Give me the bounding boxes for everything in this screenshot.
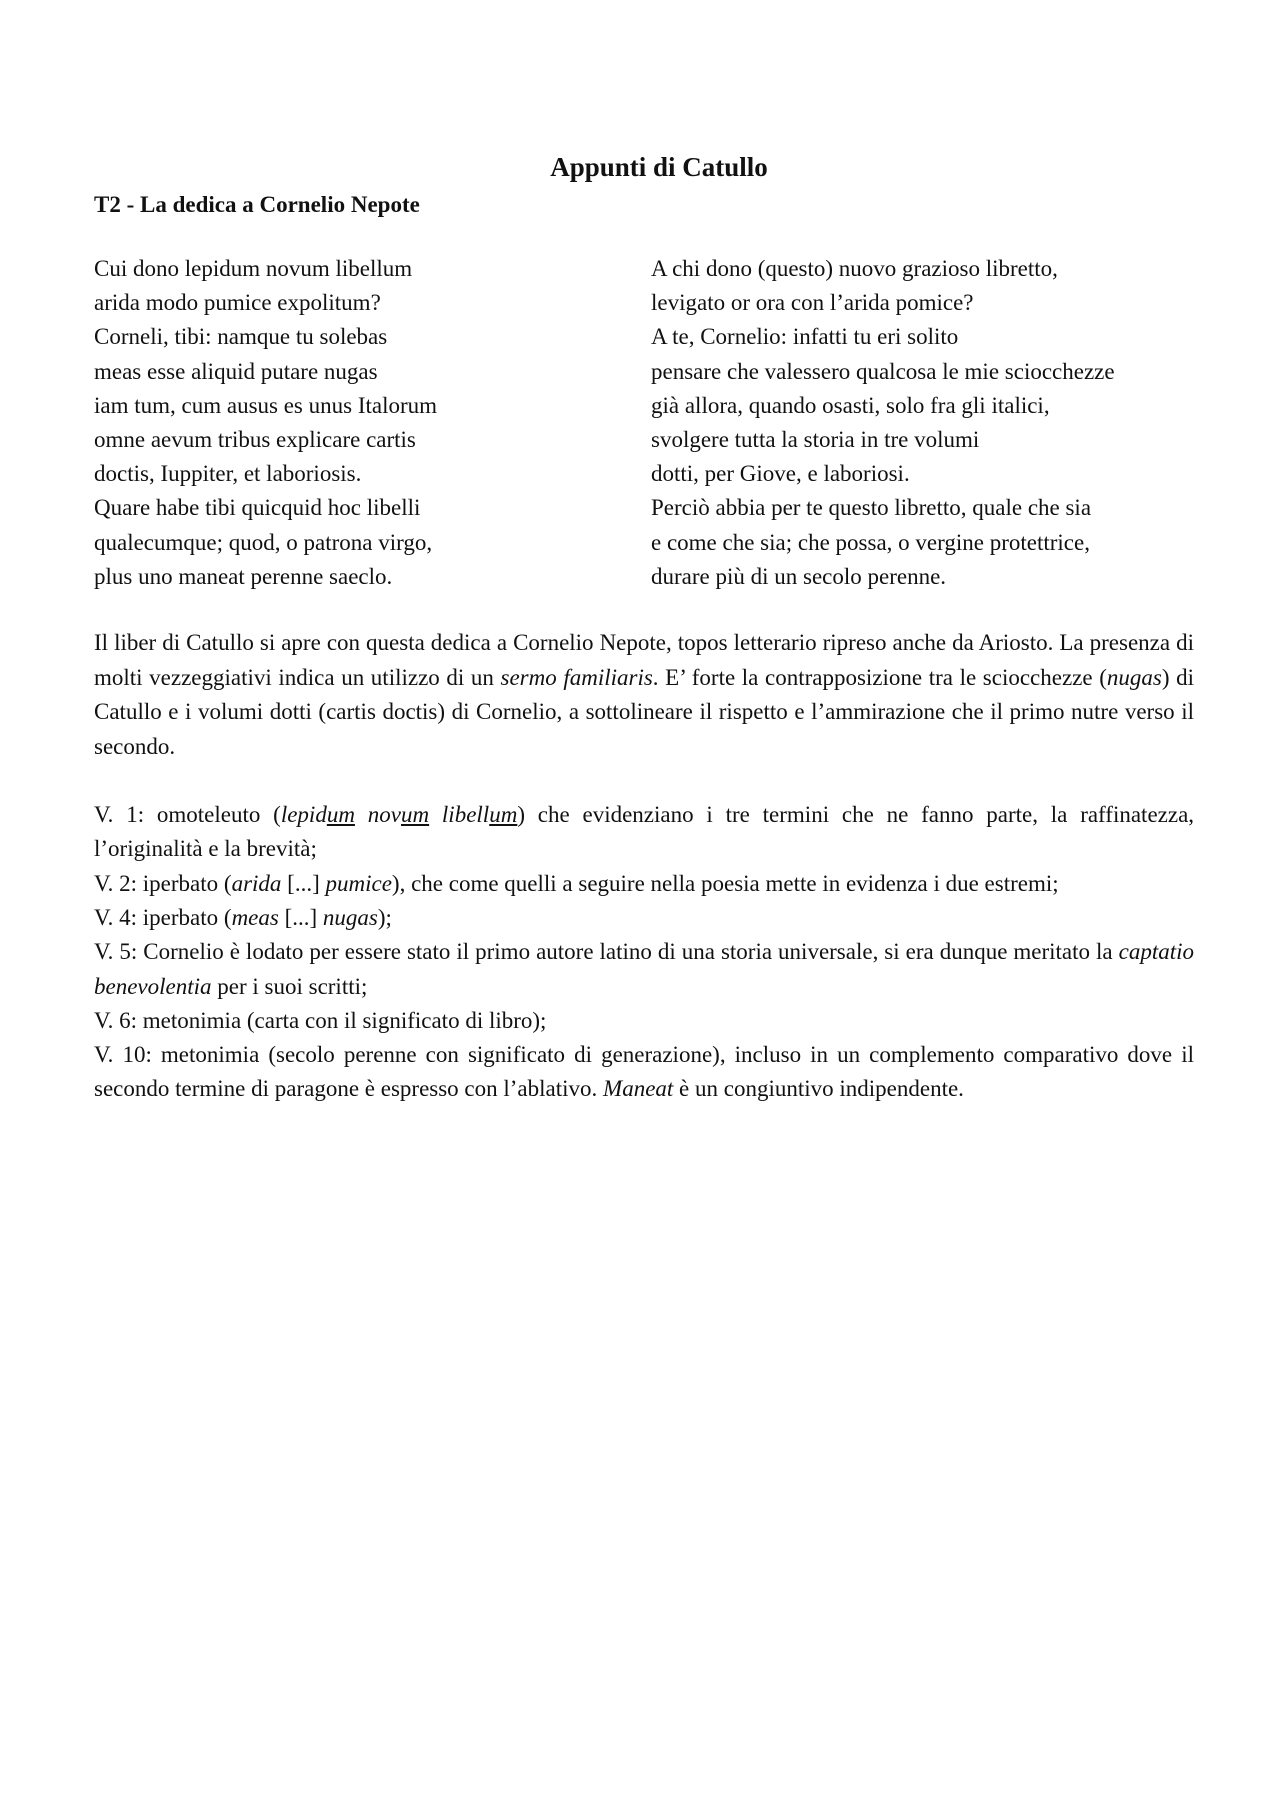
latin-term (368, 802, 429, 827)
note-text: è un congiuntivo indipendente. (673, 1076, 964, 1102)
latin-term: captatio benevolentia (94, 939, 1194, 999)
word-stem: libell (441, 802, 490, 828)
latin-term (442, 802, 517, 827)
word-stem: nov (367, 802, 401, 828)
latin-term: nugas (1106, 664, 1162, 690)
latin-term: pumice (325, 870, 392, 896)
latin-term: sermo familiaris (500, 664, 653, 690)
commentary-text: Il liber di Catullo si apre con questa dedica a Cornelio Nepote, topos letterario ripreso anche da Ariosto. La presenza di molti vezzeggiativi indica un utilizzo di un (94, 630, 1194, 690)
latin-line: Cui dono lepidum novum libellum (94, 256, 413, 281)
note-verse-5 (94, 935, 1194, 1004)
note-text: V. 4: iperbato ( (94, 904, 232, 930)
translation-line: A te, Cornelio: infatti tu eri solito (651, 324, 959, 350)
translation-line: già allora, quando osasti, solo fra gli italici, (651, 392, 1050, 418)
commentary-text: . E’ forte la contrapposizione tra le sciocchezze ( (652, 664, 1107, 690)
note-verse-1 (94, 798, 1194, 867)
latin-term: Maneat (603, 1076, 674, 1102)
note-verse-10 (94, 1038, 1194, 1107)
note-text: V. 10: metonimia (secolo perenne con significato di generazione), incluso in un complemento comparativo dove il secondo termine di paragone è espresso con l’ablativo. (94, 1042, 1194, 1102)
translation-line: levigato or ora con l’arida pomice? (651, 290, 974, 316)
underlined-ending: um (489, 802, 518, 828)
section-title: T2 - La dedica a Cornelio Nepote (94, 192, 420, 217)
latin-term (281, 802, 355, 827)
note-text: per i suoi scritti; (211, 973, 368, 999)
note-text: ), che come quelli a seguire nella poesia mette in evidenza i due estremi; (391, 870, 1059, 896)
note-text: [...] (281, 870, 326, 896)
latin-line: Quare habe tibi quicquid hoc libelli (94, 495, 421, 521)
latin-line: qualecumque; quod, o patrona virgo, (94, 529, 433, 555)
translation-line: dotti, per Giove, e laboriosi. (651, 461, 910, 487)
word-stem: lepid (280, 802, 327, 828)
poem-parallel-text (94, 252, 1194, 594)
latin-line: omne aevum tribus explicare cartis (94, 427, 416, 453)
commentary-paragraph (94, 626, 1194, 764)
note-text: V. 5: Cornelio è lodato per essere stato il primo autore latino di una storia universale, si era dunque meritato la (94, 939, 1119, 965)
translation-line: e come che sia; che possa, o vergine protettrice, (651, 529, 1090, 555)
underlined-ending: um (326, 802, 355, 828)
note-verse-6: V. 6: metonimia (carta con il significato di libro); (94, 1007, 547, 1033)
note-text: [...] (278, 904, 323, 930)
latin-line: iam tum, cum ausus es unus Italorum (94, 392, 438, 418)
latin-term: meas (231, 904, 279, 930)
note-text: V. 1: omoteleuto ( (94, 802, 281, 828)
translation-line: Perciò abbia per te questo libretto, quale che sia (651, 495, 1092, 521)
translation-line: pensare che valessero qualcosa le mie sciocchezze (651, 358, 1115, 384)
translation-line: svolgere tutta la storia in tre volumi (651, 427, 980, 453)
note-verse-4 (94, 901, 1194, 935)
verse-notes (94, 798, 1194, 1107)
italian-translation-column (651, 252, 1191, 594)
note-verse-2 (94, 867, 1194, 901)
commentary-text: ) di Catullo e i volumi dotti (cartis doctis) di Cornelio, a sottolineare il rispetto e l’ammirazione che il primo nutre verso il secondo. (94, 664, 1194, 759)
latin-term: nugas (322, 904, 378, 930)
latin-line: doctis, Iuppiter, et laboriosis. (94, 461, 362, 487)
underlined-ending: um (400, 802, 430, 828)
translation-line: A chi dono (questo) nuovo grazioso libretto, (651, 256, 1058, 281)
note-text: ); (377, 904, 392, 930)
document-page (94, 150, 1194, 1107)
latin-column (94, 252, 651, 594)
latin-term: arida (231, 870, 282, 896)
latin-line: plus uno maneat perenne saeclo. (94, 563, 393, 589)
page-title: Appunti di Catullo (550, 152, 768, 182)
translation-line: durare più di un secolo perenne. (651, 563, 947, 589)
note-text: V. 2: iperbato ( (94, 870, 232, 896)
latin-line: arida modo pumice expolitum? (94, 290, 381, 316)
latin-line: Corneli, tibi: namque tu solebas (94, 324, 388, 350)
note-text: ) che evidenziano i tre termini che ne fanno parte, la raffinatezza, l’originalità e la brevità; (94, 802, 1195, 862)
latin-line: meas esse aliquid putare nugas (94, 358, 378, 384)
